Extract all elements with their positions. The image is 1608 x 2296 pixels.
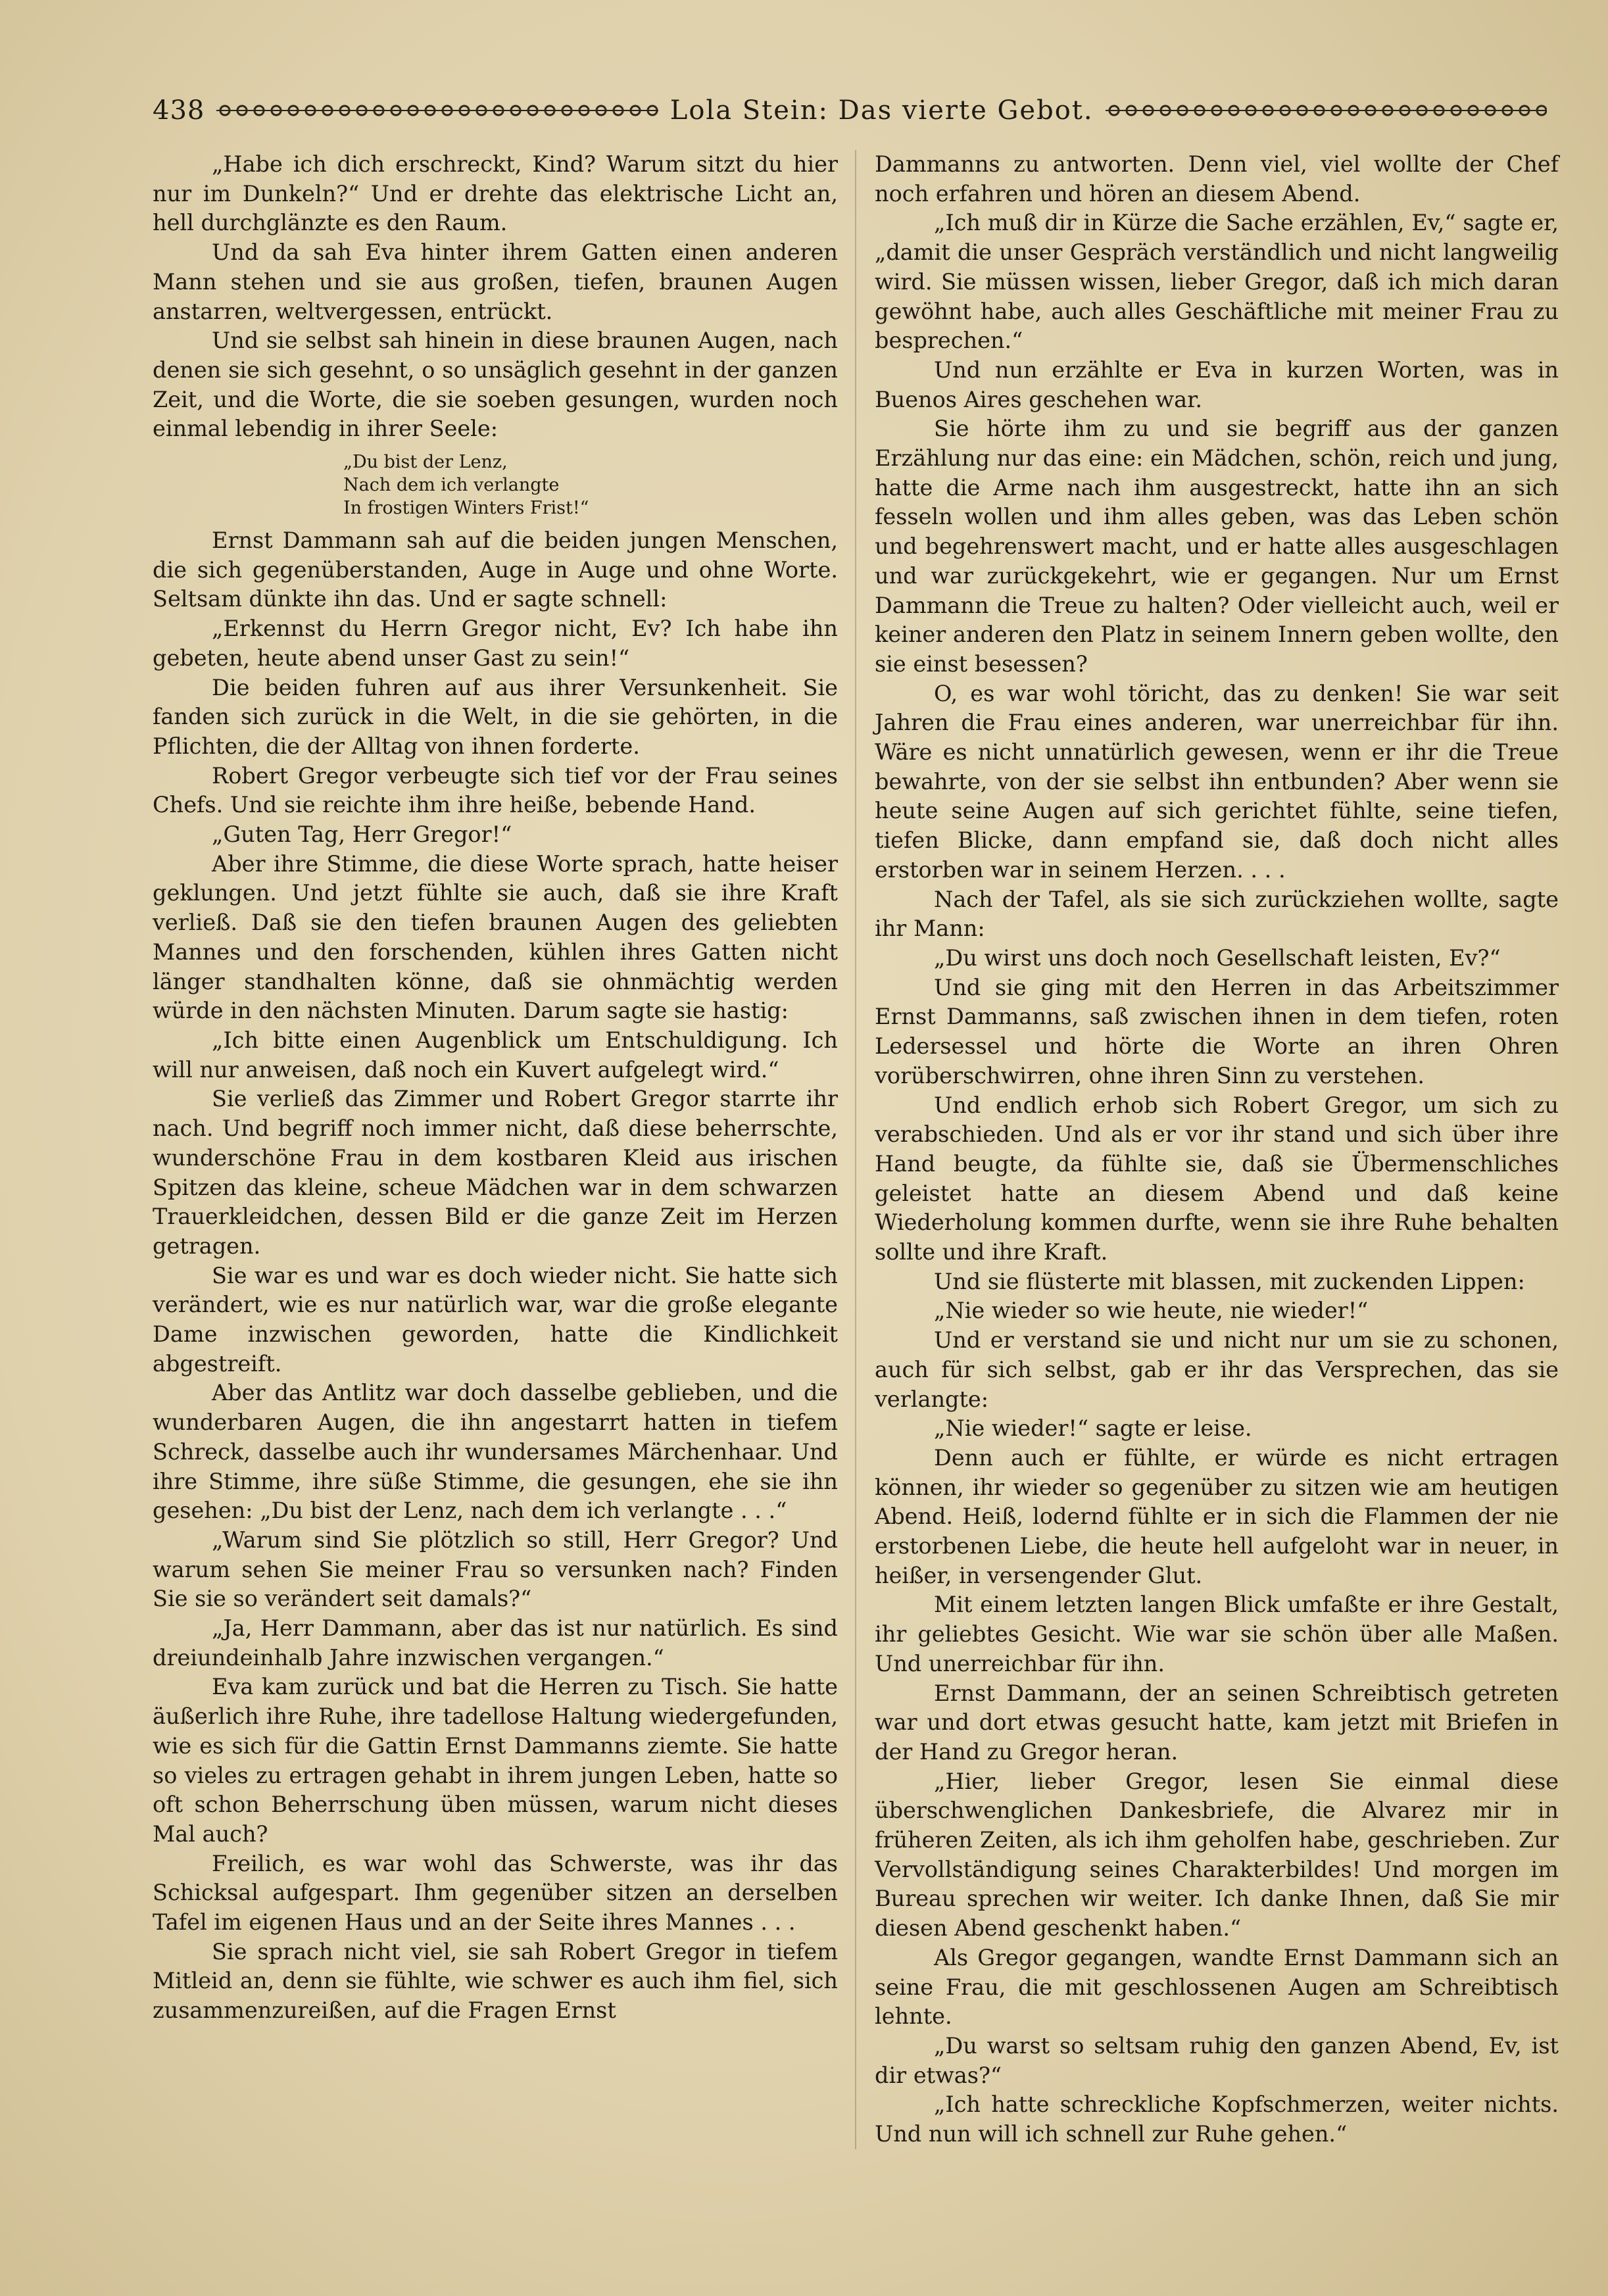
- paragraph: Eva kam zurück und bat die Herren zu Tisch. Sie hatte äußerlich ihre Ruhe, ihre tadellose Haltung wiedergefunden, wie es sich für die Gattin Ernst Dammanns ziemte. Sie hatte so vieles zu ertragen gehabt in ihrem jungen Leben, hatte so oft schon Beherrschung üben müssen, warum nicht dieses Mal auch?: [153, 1674, 838, 1847]
- paragraph: Ernst Dammann sah auf die beiden jungen Menschen, die sich gegenüberstanden, Auge in Auge und ohne Worte. Seltsam dünkte ihn das. Und er sagte schnell:: [153, 527, 838, 612]
- paragraph-continued: Dammanns zu antworten. Denn viel, viel wollte der Chef noch erfahren und hören an diesem Abend.: [875, 151, 1559, 207]
- paragraph: O, es war wohl töricht, das zu denken! Sie war seit Jahren die Frau eines anderen, war unerreichbar für ihn. Wäre es nicht unnatürlich gewesen, wenn er ihr die Treue bewahrte, von der sie selbst ihn entbunden? Aber wenn sie heute seine Augen auf sich gerichtet fühlte, seine tiefen, tiefen Blicke, dann empfand sie, daß doch nicht alles erstorben war in seinem Herzen. . . .: [875, 680, 1559, 883]
- left-column: [153, 150, 838, 2026]
- running-title: Lola Stein: Das vierte Gebot.: [670, 95, 1094, 126]
- paragraph: Und sie flüsterte mit blassen, mit zuckenden Lippen:: [934, 1268, 1525, 1294]
- page-header: [153, 92, 1559, 129]
- poem-line: „Du bist der Lenz,: [343, 452, 508, 473]
- paragraph: Robert Gregor verbeugte sich tief vor der Frau seines Chefs. Und sie reichte ihm ihre heiße, bebende Hand.: [153, 762, 838, 818]
- paragraph: Ernst Dammann, der an seinen Schreibtisch getreten war und dort etwas gesucht hatte, kam jetzt mit Briefen in der Hand zu Gregor heran.: [875, 1680, 1559, 1765]
- paragraph: „Ich hatte schreckliche Kopfschmerzen, weiter nichts. Und nun will ich schnell zur Ruhe gehen.“: [875, 2091, 1559, 2147]
- paragraph: Und er verstand sie und nicht nur um sie zu schonen, auch für sich selbst, gab er ihr das Versprechen, das sie verlangte:: [875, 1327, 1559, 1412]
- poem-quote: [343, 451, 838, 520]
- paragraph: „Nie wieder so wie heute, nie wieder!“: [934, 1298, 1369, 1324]
- paragraph: Die beiden fuhren auf aus ihrer Versunkenheit. Sie fanden sich zurück in die Welt, in die sie gehörten, in die Pflichten, die der Alltag von ihnen forderte.: [153, 674, 838, 759]
- paragraph: „Ja, Herr Dammann, aber das ist nur natürlich. Es sind dreiundeinhalb Jahre inzwischen vergangen.“: [153, 1615, 838, 1671]
- poem-line: Nach dem ich verlangte: [343, 475, 560, 496]
- paragraph: Nach der Tafel, als sie sich zurückziehen wollte, sagte ihr Mann:: [875, 886, 1559, 942]
- paragraph: „Erkennst du Herrn Gregor nicht, Ev? Ich habe ihn gebeten, heute abend unser Gast zu sein!“: [153, 616, 838, 671]
- paragraph: Und da sah Eva hinter ihrem Gatten einen anderen Mann stehen und sie aus großen, tiefen, braunen Augen anstarren, weltvergessen, entrückt.: [153, 239, 838, 324]
- paragraph: „Ich muß dir in Kürze die Sache erzählen, Ev,“ sagte er, „damit die unser Gespräch verständlich und nicht langweilig wird. Sie müssen wissen, lieber Gregor, daß ich mich daran gewöhnt habe, auch alles Geschäftliche mit meiner Frau zu besprechen.“: [875, 210, 1559, 354]
- paragraph: Mit einem letzten langen Blick umfaßte er ihre Gestalt, ihr geliebtes Gesicht. Wie war sie schön über alle Maßen. Und unerreichbar für ihn.: [875, 1592, 1559, 1676]
- ornament-rule-left: [216, 105, 658, 116]
- paragraph: „Warum sind Sie plötzlich so still, Herr Gregor? Und warum sehen Sie meiner Frau so versunken nach? Finden Sie sie so verändert seit damals?“: [153, 1527, 838, 1612]
- paragraph: Sie war es und war es doch wieder nicht. Sie hatte sich verändert, wie es nur natürlich war, war die große elegante Dame inzwischen geworden, hatte die Kindlichkeit abgestreift.: [153, 1262, 838, 1377]
- paragraph: Sie sprach nicht viel, sie sah Robert Gregor in tiefem Mitleid an, denn sie fühlte, wie schwer es auch ihm fiel, sich zusammenzureißen, auf die Fragen Ernst: [153, 1938, 838, 2024]
- paragraph: Aber ihre Stimme, die diese Worte sprach, hatte heiser geklungen. Und jetzt fühlte sie auch, daß sie ihre Kraft verließ. Daß sie den tiefen braunen Augen des geliebten Mannes und den forschenden, kühlen ihres Gatten nicht länger standhalten könne, daß sie ohnmächtig werden würde in den nächsten Minuten. Darum sagte sie hastig:: [153, 850, 838, 1024]
- paragraph: Und endlich erhob sich Robert Gregor, um sich zu verabschieden. Und als er vor ihr stand und sich über ihre Hand beugte, da fühlte sie, daß sie Übermenschliches geleistet hatte an diesem Abend und daß keine Wiederholung kommen durfte, wenn sie ihre Ruhe behalten sollte und ihre Kraft.: [875, 1092, 1559, 1265]
- column-divider: [855, 150, 856, 2149]
- right-column: [875, 150, 1559, 2149]
- paragraph: Und sie ging mit den Herren in das Arbeitszimmer Ernst Dammanns, saß zwischen ihnen in dem tiefen, roten Ledersessel und hörte die Worte an ihren Ohren vorüberschwirren, ohne ihren Sinn zu verstehen.: [875, 974, 1559, 1088]
- paragraph: „Hier, lieber Gregor, lesen Sie einmal diese überschwenglichen Dankesbriefe, die Alvarez mir in früheren Zeiten, als ich ihm geholfen habe, geschrieben. Zur Vervollständigung seines Charakterbildes! Und morgen im Bureau sprechen wir weiter. Ich danke Ihnen, daß Sie mir diesen Abend geschenkt haben.“: [875, 1768, 1559, 1942]
- paragraph: Denn auch er fühlte, er würde es nicht ertragen können, ihr wieder so gegenüber zu sitzen wie am heutigen Abend. Heiß, lodernd fühlte er in sich die Flammen der nie erstorbenen Liebe, die heute hell aufgeloht war in neuer, in heißer, in versengender Glut.: [875, 1444, 1559, 1588]
- paragraph: „Habe ich dich erschreckt, Kind? Warum sitzt du hier nur im Dunkeln?“ Und er drehte das elektrische Licht an, hell durchglänzte es den Raum.: [153, 151, 838, 236]
- paragraph: Und nun erzählte er Eva in kurzen Worten, was in Buenos Aires geschehen war.: [875, 356, 1559, 412]
- paragraph: Als Gregor gegangen, wandte Ernst Dammann sich an seine Frau, die mit geschlossenen Augen am Schreibtisch lehnte.: [875, 1944, 1559, 2030]
- paragraph: „Ich bitte einen Augenblick um Entschuldigung. Ich will nur anweisen, daß noch ein Kuvert aufgelegt wird.“: [153, 1027, 838, 1083]
- paragraph: „Nie wieder!“ sagte er leise.: [934, 1415, 1252, 1442]
- page-number: 438: [153, 95, 205, 126]
- paragraph: „Du wirst uns doch noch Gesellschaft leisten, Ev?“: [934, 944, 1501, 971]
- paragraph: Und sie selbst sah hinein in diese braunen Augen, nach denen sie sich gesehnt, o so unsäglich gesehnt in der ganzen Zeit, und die Worte, die sie soeben gesungen, wurden noch einmal lebendig in ihrer Seele:: [153, 328, 838, 442]
- paragraph: „Guten Tag, Herr Gregor!“: [212, 821, 512, 848]
- paragraph: Sie hörte ihm zu und sie begriff aus der ganzen Erzählung nur das eine: ein Mädchen, schön, reich und jung, hatte die Arme nach ihm ausgestreckt, hatte ihn an sich fesseln wollen und ihm alles geben, was das Leben schön und begehrenswert macht, und er hatte alles ausgeschlagen und war zurückgekehrt, wie er gegangen. Nur um Ernst Dammann die Treue zu halten? Oder vielleicht auch, weil er keiner anderen den Platz in seinem Innern geben wollte, den sie einst besessen?: [875, 416, 1559, 677]
- paragraph: „Du warst so seltsam ruhig den ganzen Abend, Ev, ist dir etwas?“: [875, 2033, 1559, 2088]
- ornament-rule-right: [1106, 105, 1547, 116]
- poem-line: In frostigen Winters Frist!“: [343, 498, 589, 519]
- paragraph: Aber das Antlitz war doch dasselbe geblieben, und die wunderbaren Augen, die ihn angestarrt hatten in tiefem Schreck, dasselbe auch ihr wundersames Märchenhaar. Und ihre Stimme, ihre süße Stimme, die gesungen, ehe sie ihn gesehen: „Du bist der Lenz, nach dem ich verlangte . . .“: [153, 1380, 838, 1524]
- paragraph: Sie verließ das Zimmer und Robert Gregor starrte ihr nach. Und begriff noch immer nicht, daß diese beherrschte, wunderschöne Frau in dem kostbaren Kleid aus irischen Spitzen das kleine, scheue Mädchen war in dem schwarzen Trauerkleidchen, dessen Bild er die ganze Zeit im Herzen getragen.: [153, 1086, 838, 1259]
- paragraph: Freilich, es war wohl das Schwerste, was ihr das Schicksal aufgespart. Ihm gegenüber sitzen an derselben Tafel im eigenen Haus und an der Seite ihres Mannes . . .: [153, 1850, 838, 1936]
